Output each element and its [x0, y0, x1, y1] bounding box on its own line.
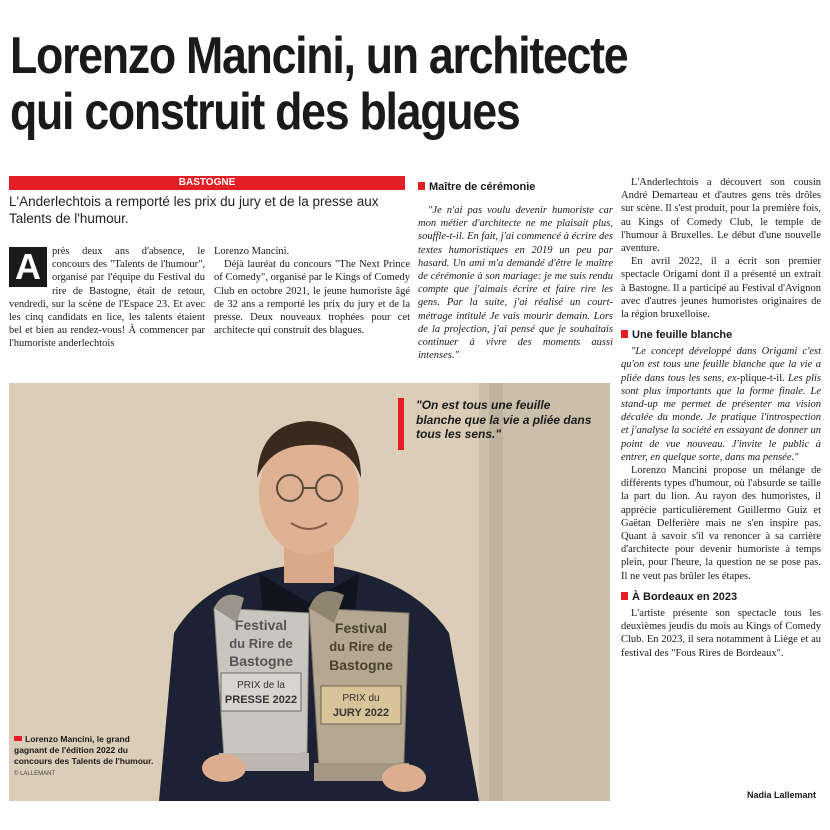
col4-quote-part-1: "Le concept développé dans Origami c'est qu'on est tous une feuille blanche que la vie a pliée dans tous les sens, ex-	[621, 346, 821, 384]
trophy-right-plate-2: JURY 2022	[332, 707, 390, 719]
author-signature: Nadia Lallemant	[746, 790, 816, 800]
col3-quote-part-2: En fait, j'ai commencé à écrire des textes humoristiques en 2019 un peu par hasard. Un ami m'a demandé d'être le maître de cérémonie à son mariage: je me suis rendu compte que j'aimais écrire et faire rire les gens. Par la suite, j'ai réalisé un court-métrage intitulé Je vais mourir demain. Lors de la projection, j'ai pensé que je souhaitais continuer à vivre des moments aussi intenses."	[418, 231, 614, 362]
col4-quote-part-3: Les plis sont plus importants que la forme finale. Le stand-up me permet de présenter ma vision décalée du monde. Je pratique l'introspection et j'analyse la société en essayant de donner un point de vue nouveau. J'invite le public à entrer, en quelque sorte, dans ma pensée."	[621, 372, 821, 463]
col4-p4: L'artiste présente son spectacle tous les deuxièmes jeudis du mois au Kings of Comedy Club. En 2023, il sera notamment à Liège et au festival des "Fous Rires de Bordeaux".	[621, 607, 821, 659]
column-4	[621, 176, 821, 660]
subhead-marker-icon	[418, 182, 425, 190]
dropcap: A	[9, 247, 47, 287]
caption-marker-icon	[14, 736, 22, 741]
section-tag: BASTOGNE	[9, 176, 405, 190]
col4-quote-part-2: plique-t-il.	[740, 372, 788, 384]
subhead-feuille-label: Une feuille blanche	[632, 329, 733, 342]
caption-text: Lorenzo Mancini, le grand gagnant de l'édition 2022 du concours des Talents de l'humour.	[14, 734, 154, 766]
col4-p2: En avril 2022, il a écrit son premier spectacle Origami dont il a présenté un extrait à Bastogne. Il a participé au Festival d'Avignon avec d'autres jeunes humoristes originaires de la région bruxelloise.	[621, 256, 821, 321]
trophy-right	[309, 591, 409, 781]
photo-caption	[14, 734, 154, 780]
subhead-bordeaux	[621, 590, 821, 604]
subhead-marker-icon	[621, 330, 628, 338]
col4-quote	[621, 345, 821, 464]
trophy-left-line-2: du Rire de	[229, 636, 293, 651]
pull-quote	[398, 398, 598, 442]
subhead-maitre	[418, 180, 613, 194]
trophy-left-plate-2: PRESSE 2022	[224, 694, 298, 706]
trophy-left-plate-1: PRIX de la	[237, 680, 285, 691]
col2-p2: Déjà lauréat du concours "The Next Prince of Comedy", organisé par le Kings of Comedy Club en octobre 2021, le jeune humoriste âgé de 32 ans a remporté les prix du jury et de la presse. Deux nouveaux trophées pour cet architecte qui construit des blagues.	[214, 259, 410, 337]
col3-quote	[418, 204, 613, 362]
headline	[10, 28, 711, 140]
col3-quote-part-1: "Je n'ai pas voulu devenir humoriste car mon métier d'architecte ne me plaisait plus, souffle-t-il.	[418, 205, 613, 243]
col2-p1: Lorenzo Mancini.	[214, 246, 290, 257]
subhead-marker-icon	[621, 592, 628, 600]
lead-paragraph: L'Anderlechtois a remporté les prix du jury et de la presse aux Talents de l'humour.	[9, 194, 379, 226]
photo-credit: © LALLEMANT	[14, 771, 56, 777]
subhead-bordeaux-label: À Bordeaux en 2023	[632, 590, 738, 603]
pull-quote-text: "On est tous une feuille blanche que la vie a pliée dans tous les sens."	[416, 398, 592, 441]
col4-p3: Lorenzo Mancini propose un mélange de différents types d'humour, où l'absurde se taille la part du lion. Au rayon des humoristes, il apprécie particulièrement Guillermo Guiz et Gaëtan Delferière mais ne s'en inspire pas. Quant à savoir s'il va renoncer à sa carrière d'architecte pour devenir humoriste à temps plein, pour l'heure, la question ne se pose pas. Il ne veut pas brûler les étapes.	[621, 465, 821, 582]
trophy-right-line-1: Festival	[334, 620, 388, 636]
headline-line-1: Lorenzo Mancini, un architecte	[10, 27, 628, 85]
column-1	[9, 245, 205, 351]
column-2	[214, 245, 410, 337]
trophy-right-line-2: du Rire de	[329, 639, 393, 654]
column-3	[418, 204, 613, 362]
col1-text: près deux ans d'absence, le concours des "Talents de l'humour", organisé par l'équipe du Festival du rire de Bastogne, était de retour, vendredi, sur la scène de l'Espace 23. Et avec les cinq candidats en lice, les talents étaient bel et bien au rendez-vous! À commencer par l'humoriste anderlechtois	[9, 246, 205, 350]
trophy-left-line-1: Festival	[234, 617, 288, 633]
pull-quote-bar	[398, 398, 404, 450]
headline-line-2: qui construit des blagues	[10, 83, 520, 141]
trophy-left-line-3: Bastogne	[229, 653, 293, 669]
subhead-feuille	[621, 328, 821, 342]
col4-p1: L'Anderlechtois a découvert son cousin André Demarteau et d'autres gens très drôles sur scène. Il s'est produit, pour la première fois, au Kings of Comedy Club, le temple de l'humour à Bruxelles. Le début d'une nouvelle aventure.	[621, 177, 821, 255]
trophy-right-plate-1: PRIX du	[342, 693, 380, 704]
trophy-right-line-3: Bastogne	[329, 657, 393, 673]
subhead-maitre-label: Maître de cérémonie	[429, 181, 536, 193]
trophy-left	[214, 595, 309, 771]
